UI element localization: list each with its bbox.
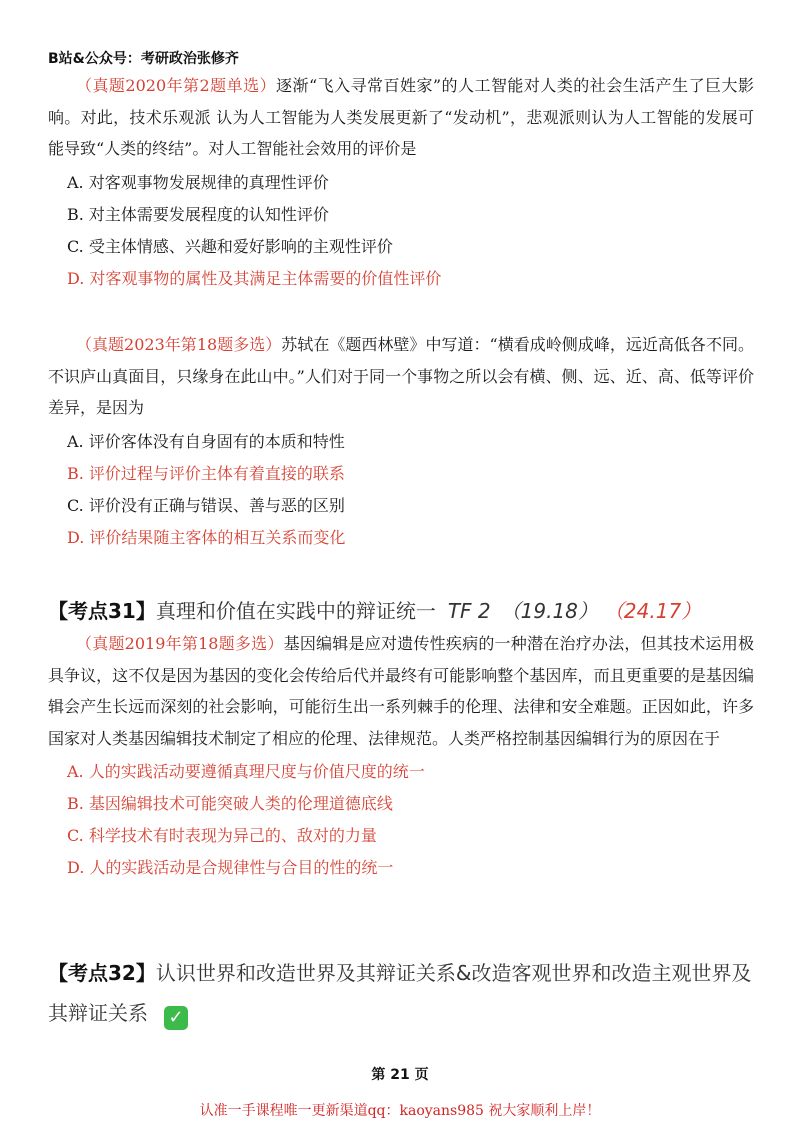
option-d-correct: D. 评价结果随主客体的相互关系而变化 bbox=[67, 527, 346, 547]
question-1 bbox=[48, 70, 754, 295]
option-d-correct: D. 人的实践活动是合规律性与合目的性的统一 bbox=[67, 858, 394, 877]
option-b: B. 对主体需要发展程度的认知性评价 bbox=[67, 204, 329, 224]
option-list bbox=[48, 167, 754, 295]
option-b-correct: B. 评价过程与评价主体有着直接的联系 bbox=[67, 463, 345, 483]
option-b-correct: B. 基因编辑技术可能突破人类的伦理道德底线 bbox=[67, 794, 393, 813]
question-stem bbox=[48, 70, 754, 165]
kaodian-label: 【考点32】 bbox=[48, 961, 156, 985]
tf-count: TF 2 bbox=[447, 599, 491, 623]
option-c: C. 评价没有正确与错误、善与恶的区别 bbox=[67, 495, 345, 515]
question-source-tag: （真题2023年第18题多选） bbox=[76, 335, 282, 354]
check-mark-icon: ✓ bbox=[164, 1006, 188, 1030]
kaodian-31-heading bbox=[48, 595, 758, 624]
kaodian-32-heading bbox=[48, 953, 758, 1033]
option-list bbox=[48, 426, 754, 554]
option-c: C. 受主体情感、兴趣和爱好影响的主观性评价 bbox=[67, 236, 393, 256]
kaodian-label: 【考点31】 bbox=[48, 599, 156, 623]
question-source-tag: （真题2020年第2题单选） bbox=[76, 76, 277, 95]
page-header: B站&公众号：考研政治张修齐 bbox=[48, 51, 239, 67]
question-3 bbox=[48, 628, 754, 884]
exam-year-ref-highlight: （24.17） bbox=[613, 599, 702, 623]
footer-notice: 认准一手课程唯一更新渠道qq：kaoyans985 祝大家顺利上岸！ bbox=[199, 1103, 601, 1119]
option-a-correct: A. 人的实践活动要遵循真理尺度与价值尺度的统一 bbox=[67, 762, 425, 781]
exam-year-ref: （19.18） bbox=[500, 599, 598, 623]
option-d-correct: D. 对客观事物的属性及其满足主体需要的价值性评价 bbox=[67, 268, 442, 288]
option-a: A. 对客观事物发展规律的真理性评价 bbox=[67, 172, 329, 192]
option-c-correct: C. 科学技术有时表现为异己的、敌对的力量 bbox=[67, 826, 377, 845]
question-text: 基因编辑是应对遗传性疾病的一种潜在治疗办法，但其技术运用极具争议，这不仅是因为基因的变化会传给后代并最终有可能影响整个基因库，而且更重要的是基因编辑会产生长远而深刻的社会影响，可能衍生出一系列棘手的伦理、法律和安全难题。正因如此，许多国家对人类基因编辑技术制定了相应的伦理、法律规范。人类严格控制基因编辑行为的原因在于 bbox=[48, 634, 754, 748]
page-number: 第 21 页 bbox=[371, 1067, 429, 1083]
question-text: 苏轼在《题西林壁》中写道：“横看成岭侧成峰，远近高低各不同。不识庐山真面目，只缘身在此山中。”人们对于同一个事物之所以会有横、侧、远、近、高、低等评价差异，是因为 bbox=[48, 335, 754, 417]
question-stem bbox=[48, 628, 754, 754]
question-source-tag: （真题2019年第18题多选） bbox=[76, 634, 284, 653]
question-text: 逐渐“飞入寻常百姓家”的人工智能对人类的社会生活产生了巨大影响。对此，技术乐观派 认为人工智能为人类发展更新了“发动机”，悲观派则认为人工智能的发展可能导致“人类的终结”。对人工智能社会效用的评价是 bbox=[48, 76, 754, 158]
kaodian-title: 真理和价值在实践中的辩证统一 bbox=[155, 599, 436, 623]
kaodian-title: 认识世界和改造世界及其辩证关系&改造客观世界和改造主观世界及其辩证关系 bbox=[48, 961, 752, 1025]
question-stem bbox=[48, 329, 754, 424]
option-a: A. 评价客体没有自身固有的本质和特性 bbox=[67, 431, 345, 451]
option-list bbox=[48, 756, 754, 884]
question-2 bbox=[48, 329, 754, 554]
